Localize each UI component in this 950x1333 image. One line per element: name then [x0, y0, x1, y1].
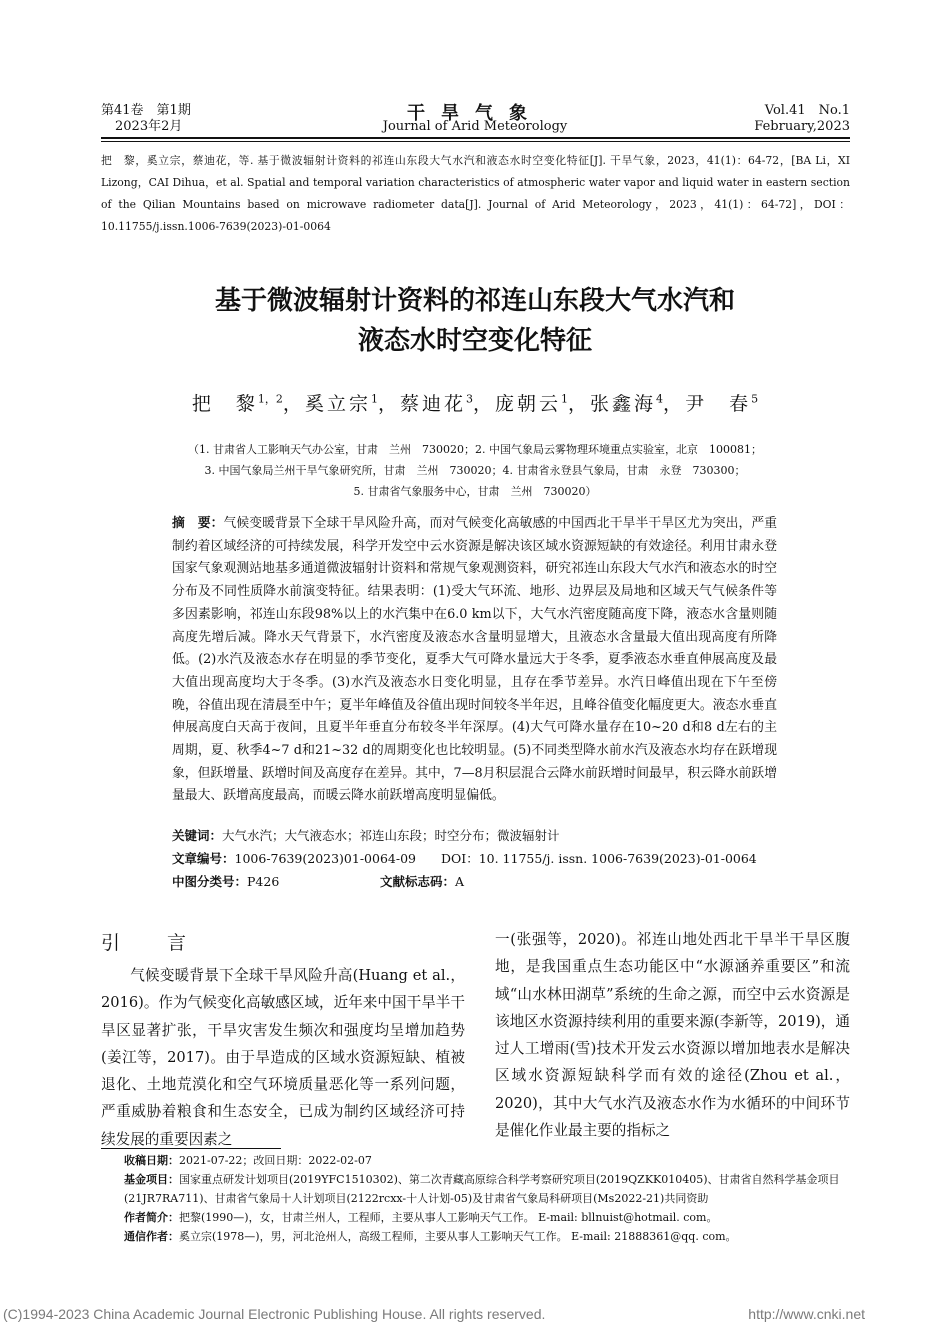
paper-title-line1: 基于微波辐射计资料的祁连山东段大气水汽和 — [214, 286, 735, 316]
fund-text: 国家重点研发计划项目(2019YFC1510302)、第二次青藏高原综合科学考察研究项目(2019QZKK010405)、甘肃省自然科学基金项目(21JR7RA711)、甘肃省气象局十人计划项目(2122rcxx-十人计划-05)及甘肃省气象局科研项目(Ms2022-21)共同资助 — [124, 1173, 840, 1205]
affiliation-line: （1. 甘肃省人工影响天气办公室，甘肃 兰州 730020；2. 中国气象局云雾物理环境重点实验室，北京 100081； — [188, 443, 762, 456]
article-number — [172, 848, 757, 870]
received-label: 收稿日期： — [124, 1154, 179, 1167]
volume-issue: 第41卷 第1期 — [101, 103, 191, 118]
author-list: 把 黎$^{1,2}$，奚立宗$^1$，蔡迪花$^3$，庞朝云$^1$，张鑫海$^4$，尹 春$^5$ — [191, 392, 759, 415]
abstract-text: 气候变暖背景下全球干旱风险升高，而对气候变化高敏感的中国西北干旱半干旱区尤为突出，严重制约着区域经济的可持续发展，科学开发空中云水资源是解决该区域水资源短缺的有效途径。利用甘肃永登国家气象观测站地基多通道微波辐射计资料和常规气象观测资料，研究祁连山东段大气水汽和液态水的时空分布及不同性质降水前演变特征。结果表明：(1)受大气环流、地形、边界层及局地和区域天气气候条件等多因素影响，祁连山东段98%以上的水汽集中在6.0 km以下，大气水汽密度随高度下降，液态水含量则随高度先增后减。降水天气背景下，水汽密度及液态水含量明显增大，且液态水含量最大值出现高度有所降低。(2)水汽及液态水存在明显的季节变化，夏季大气可降水量远大于冬季，夏季液态水垂直伸展高度及最大值出现高度均大于冬季。(3)水汽及液态水日变化明显，且存在季节差异。水汽日峰值出现在下午至傍晚，谷值出现在清晨至中午；夏半年峰值及谷值出现时间较冬半年迟，且峰谷值变化幅度更大。液态水垂直伸展高度白天高于夜间，且夏半年垂直分布较冬半年深厚。(4)大气可降水量存在10~20 d和8 d左右的主周期，夏、秋季4~7 d和21~32 d的周期变化也比较明显。(5)不同类型降水前水汽及液态水均存在跃增现象，但跃增量、跃增时间及高度存在差异。其中，7—8月积层混合云降水前跃增时间最早，积云降水前跃增量最大、跃增高度最高，而暖云降水前跃增高度明显偏低。 — [172, 516, 778, 804]
footnote-received — [124, 1151, 850, 1170]
journal-title-cn: 干旱气象 — [407, 103, 543, 124]
publish-date-en: February,2023 — [754, 119, 850, 134]
article-number-text: 1006-7639(2023)01-0064-09 DOI：10. 11755/j. issn. 1006-7639(2023)-01-0064 — [234, 851, 757, 866]
footnote-corresponding-author — [124, 1227, 850, 1246]
article-number-label: 文章编号： — [172, 851, 235, 866]
paper-title-line2: 液态水时空变化特征 — [357, 326, 592, 356]
keywords-label: 关键词： — [172, 828, 223, 843]
abstract-label: 摘 要： — [172, 516, 224, 531]
keywords — [172, 825, 560, 847]
class-number-text: P426 — [247, 874, 280, 889]
affiliation-line: 5. 甘肃省气象服务中心，甘肃 兰州 730020） — [353, 485, 597, 498]
keywords-text: 大气水汽；大气液态水；祁连山东段；时空分布；微波辐射计 — [222, 828, 560, 843]
corresponding-text: 奚立宗(1978—)，男，河北沧州人，高级工程师，主要从事人工影响天气工作。 E-mail: 21888361@qq. com。 — [179, 1230, 737, 1243]
class-number-label: 中图分类号： — [172, 874, 248, 889]
body-column-right: 一(张强等，2020)。祁连山地处西北干旱半干旱区腹地，是我国重点生态功能区中“水源涵养重要区”和流域“山水林田湖草”系统的生命之源，而空中云水资源是该地区水资源持续利用的重要来源(李新等，2019)，通过人工增雨(雪)技术开发云水资源以增加地表水是解决区域水资源短缺科学而有效的途径(Zhou et al.，2020)，其中大气水汽及液态水作为水循环的中间环节是催化作业最主要的指标之 — [495, 931, 850, 1140]
author: 蔡迪花$^3$ — [399, 392, 473, 415]
footnote-fund — [124, 1170, 850, 1208]
affiliation-line: 3. 中国气象局兰州干旱气象研究所，甘肃 兰州 730020；4. 甘肃省永登县气象局，甘肃 永登 730300； — [204, 464, 746, 477]
header-rule — [101, 137, 850, 139]
author-bio-text: 把黎(1990—)，女，甘肃兰州人，工程师，主要从事人工影响天气工作。 E-mail: bllnuist@hotmail. com。 — [179, 1211, 718, 1224]
document-code-label: 文献标志码： — [380, 874, 456, 889]
corresponding-label: 通信作者： — [124, 1230, 179, 1243]
author-bio-label: 作者简介： — [124, 1211, 179, 1224]
citation: 把 黎，奚立宗，蔡迪花，等. 基于微波辐射计资料的祁连山东段大气水汽和液态水时空变化特征[J]. 干旱气象，2023，41(1)：64-72，[BA Li，XI Lizong，CAI Dihua，et al. Spatial and temporal variation characteristics of atmospheric water vapor and liquid water in eastern section of the Qilian Mountains based on microwave radiometer data[J]. Journal of Arid Meteorology，2023，41(1)：64-72]，DOI：10.11755/j.issn.1006-7639(2023)-01-0064 — [101, 154, 850, 233]
journal-title-en: Journal of Arid Meteorology — [382, 119, 568, 134]
footnote-rule — [101, 1148, 281, 1149]
body-column-left: 气候变暖背景下全球干旱风险升高(Huang et al.，2016)。作为气候变化高敏感区域，近年来中国干旱半干旱区显著扩张，干旱灾害发生频次和强度均呈增加趋势(姜江等，2017)。由于旱造成的区域水资源短缺、植被退化、土地荒漠化和空气环境质量恶化等一系列问题，严重威胁着粮食和生态安全，已成为制约区域经济可持续发展的重要因素之 — [101, 967, 465, 1148]
section-heading-introduction: 引 言 — [101, 932, 201, 954]
header-rule-thin — [101, 141, 850, 142]
author: 奚立宗$^1$ — [304, 392, 378, 415]
author: 尹 春$^5$ — [685, 392, 759, 415]
footnote-author-bio — [124, 1208, 850, 1227]
copyright-notice: (C)1994-2023 China Academic Journal Electronic Publishing House. All rights reserved. — [3, 1306, 546, 1322]
author: 张鑫海$^4$ — [590, 392, 664, 415]
author: 庞朝云$^1$ — [495, 392, 569, 415]
fund-label: 基金项目： — [124, 1173, 179, 1186]
cnki-link[interactable]: http://www.cnki.net — [748, 1306, 865, 1322]
document-code — [380, 871, 464, 893]
document-code-text: A — [455, 874, 465, 889]
class-number — [172, 871, 279, 893]
author: 把 黎$^{1,2}$ — [191, 392, 283, 415]
header-volume-en — [754, 103, 850, 135]
received-text: 2021-07-22；改回日期：2022-02-07 — [179, 1154, 372, 1167]
volume-issue-en: Vol.41 No.1 — [764, 103, 850, 118]
abstract — [172, 513, 777, 808]
publish-date: 2023年2月 — [115, 119, 183, 134]
